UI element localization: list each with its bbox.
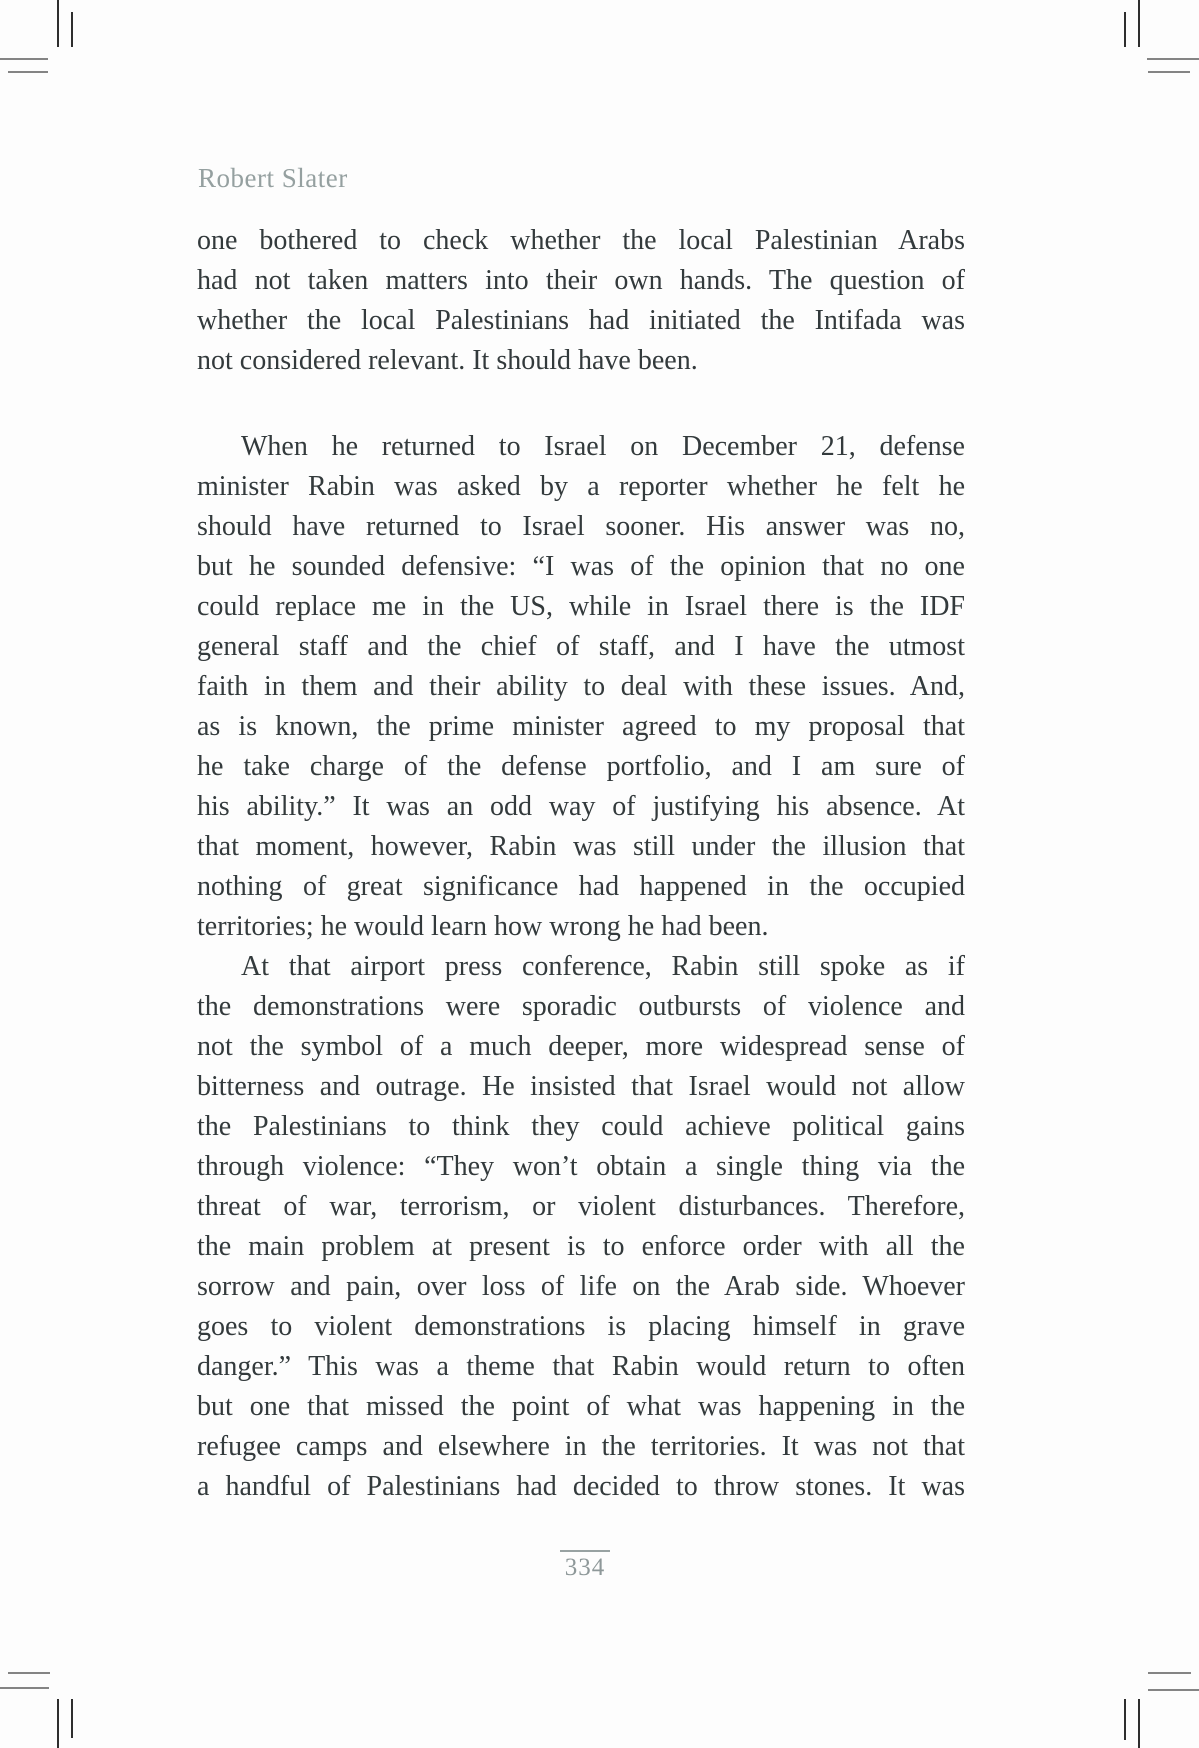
text-line: as is known, the prime minister agreed to my proposal that: [197, 711, 965, 742]
text-line: he take charge of the defense portfolio, and I am sure of: [197, 751, 965, 782]
text-line: but he sounded defensive: “I was of the opinion that no one: [197, 551, 965, 582]
text-line: minister Rabin was asked by a reporter whether he felt he: [197, 471, 965, 502]
text-line: goes to violent demonstrations is placing himself in grave: [197, 1311, 965, 1342]
text-line: not considered relevant. It should have been.: [197, 345, 698, 376]
crop-mark-bottom-right-horizontal-1: [1148, 1672, 1191, 1674]
text-line: his ability.” It was an odd way of justifying his absence. At: [197, 791, 965, 822]
text-line: bitterness and outrage. He insisted that Israel would not allow: [197, 1071, 965, 1102]
paragraph-3: [197, 947, 965, 1507]
crop-mark-top-left-horizontal-1: [0, 58, 48, 60]
text-line: the main problem at present is to enforce order with all the: [197, 1231, 965, 1262]
crop-mark-bottom-left-vertical-1: [57, 1699, 59, 1748]
text-line: sorrow and pain, over loss of life on the Arab side. Whoever: [197, 1271, 965, 1302]
text-line: refugee camps and elsewhere in the territories. It was not that: [197, 1431, 965, 1462]
text-line: territories; he would learn how wrong he had been.: [197, 911, 769, 942]
paragraph-2: [197, 427, 965, 947]
text-line: should have returned to Israel sooner. His answer was no,: [197, 511, 965, 542]
crop-mark-top-right-horizontal-2: [1148, 71, 1190, 73]
crop-mark-bottom-left-horizontal-2: [0, 1687, 49, 1689]
crop-mark-top-right-vertical-1: [1124, 12, 1126, 47]
text-line: the Palestinians to think they could achieve political gains: [197, 1111, 965, 1142]
text-line: whether the local Palestinians had initiated the Intifada was: [197, 305, 965, 336]
text-line: but one that missed the point of what was happening in the: [197, 1391, 965, 1422]
page-number: 334: [564, 1554, 606, 1581]
crop-mark-top-left-horizontal-2: [8, 71, 48, 73]
text-line: general staff and the chief of staff, and I have the utmost: [197, 631, 965, 662]
crop-mark-top-right-horizontal-1: [1147, 58, 1199, 60]
text-line: At that airport press conference, Rabin still spoke as if: [241, 951, 965, 982]
text-line: the demonstrations were sporadic outbursts of violence and: [197, 991, 965, 1022]
crop-mark-bottom-left-horizontal-1: [8, 1672, 50, 1674]
text-line: one bothered to check whether the local Palestinian Arabs: [197, 225, 965, 256]
text-line: could replace me in the US, while in Israel there is the IDF: [197, 591, 965, 622]
crop-mark-bottom-right-vertical-2: [1138, 1699, 1140, 1748]
text-line: When he returned to Israel on December 21, defense: [241, 431, 965, 462]
running-header-author: Robert Slater: [198, 163, 348, 193]
text-line: through violence: “They won’t obtain a single thing via the: [197, 1151, 965, 1182]
text-line: had not taken matters into their own hands. The question of: [197, 265, 965, 296]
page-number-rule: [560, 1550, 610, 1552]
text-line: danger.” This was a theme that Rabin would return to often: [197, 1351, 965, 1382]
text-line: nothing of great significance had happened in the occupied: [197, 871, 965, 902]
body-text: [197, 221, 965, 1507]
text-line: a handful of Palestinians had decided to throw stones. It was: [197, 1471, 965, 1502]
crop-mark-top-right-vertical-2: [1138, 0, 1140, 47]
text-line: faith in them and their ability to deal with these issues. And,: [197, 671, 965, 702]
crop-mark-top-left-vertical-1: [57, 0, 59, 47]
page-number-block: [557, 1550, 613, 1580]
text-line: that moment, however, Rabin was still under the illusion that: [197, 831, 965, 862]
paragraph-1: [197, 221, 965, 381]
crop-mark-bottom-right-vertical-1: [1124, 1699, 1126, 1740]
crop-mark-bottom-left-vertical-2: [71, 1699, 73, 1738]
crop-mark-top-left-vertical-2: [71, 12, 73, 47]
crop-mark-bottom-right-horizontal-2: [1148, 1689, 1199, 1691]
text-line: threat of war, terrorism, or violent disturbances. Therefore,: [197, 1191, 965, 1222]
text-line: not the symbol of a much deeper, more widespread sense of: [197, 1031, 965, 1062]
